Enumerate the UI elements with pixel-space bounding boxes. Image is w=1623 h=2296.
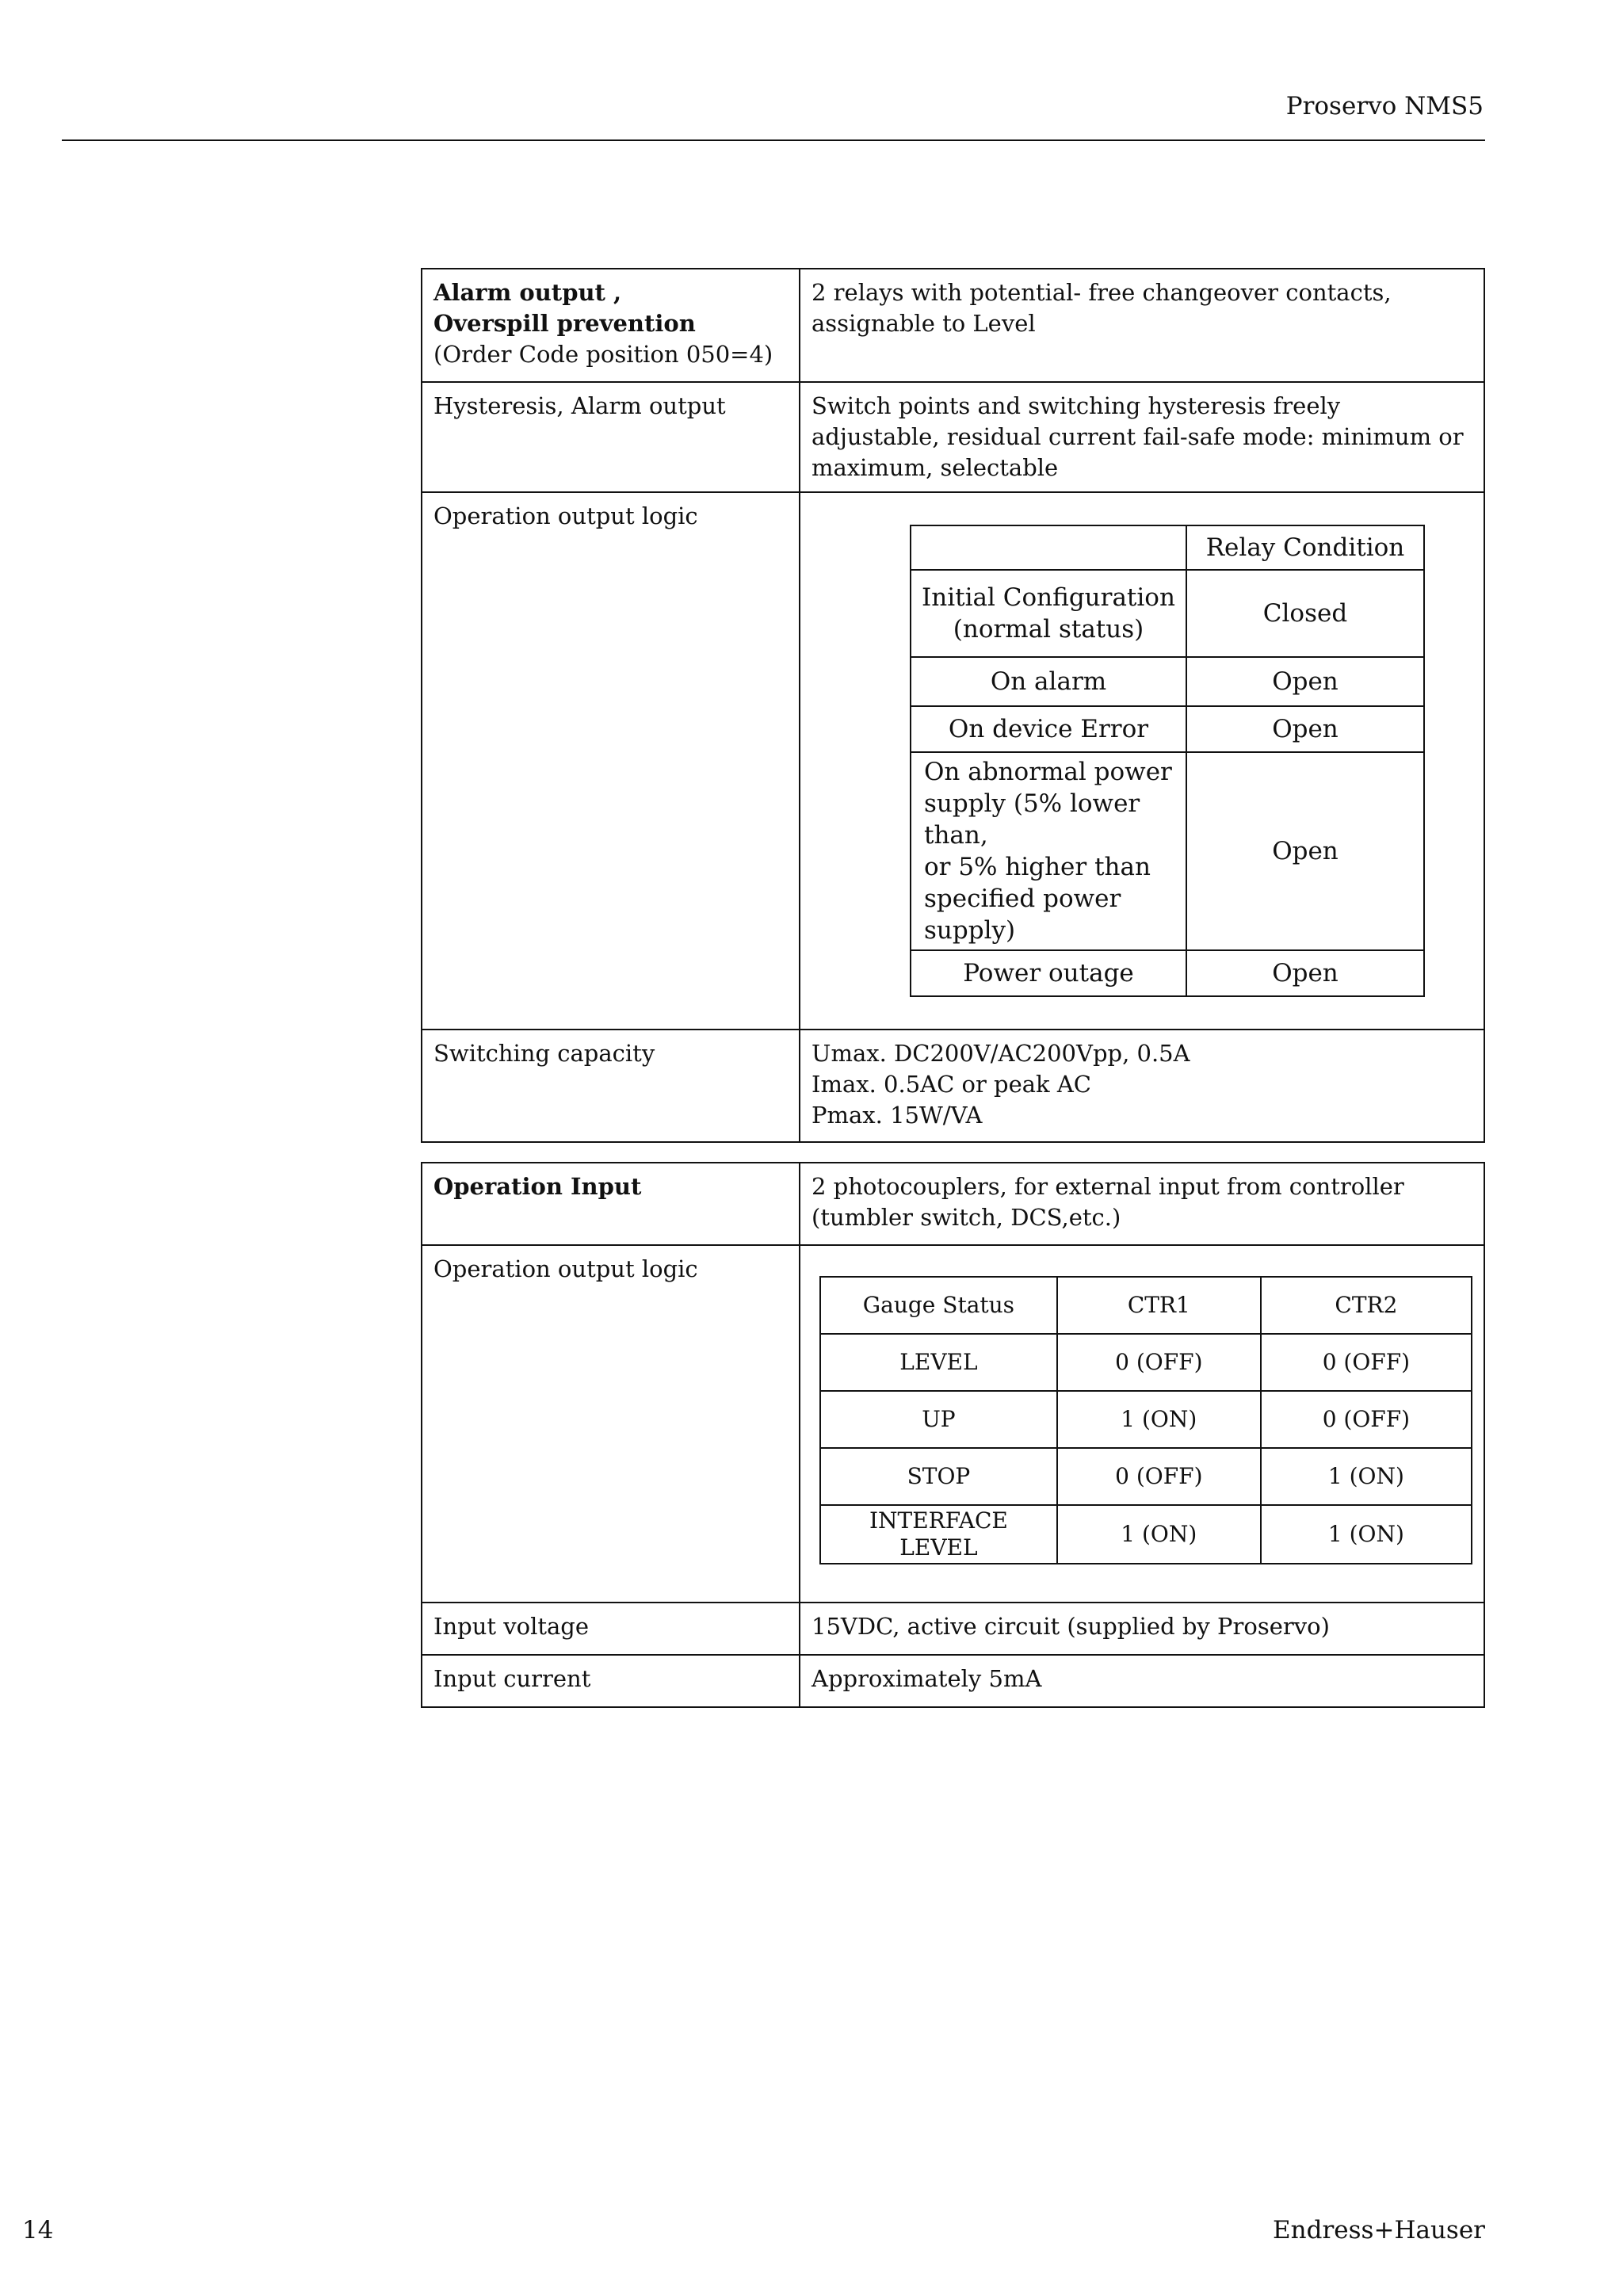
table-row — [422, 382, 1484, 492]
relay-state: Open — [1186, 706, 1424, 752]
table-row — [422, 269, 1484, 382]
ctr1-value: 0 (OFF) — [1057, 1334, 1261, 1391]
table-row — [911, 950, 1424, 996]
input-voltage-value: 15VDC, active circuit (supplied by Proservo) — [800, 1603, 1484, 1655]
input-current-label: Input current — [422, 1655, 800, 1707]
table-row — [820, 1334, 1472, 1391]
gauge-status — [820, 1505, 1057, 1564]
alarm-output-value: 2 relays with potential- free changeover contacts, assignable to Level — [800, 269, 1484, 382]
ctr2-header: CTR2 — [1261, 1277, 1472, 1334]
gauge-status-header: Gauge Status — [820, 1277, 1057, 1334]
table-row — [422, 1163, 1484, 1245]
table-row — [911, 657, 1424, 706]
ctr1-value: 0 (OFF) — [1057, 1448, 1261, 1505]
brand-name: Endress+Hauser — [1273, 2216, 1485, 2244]
switching-capacity-label: Switching capacity — [422, 1030, 800, 1142]
relay-condition-text: Initial Configuration — [922, 583, 1175, 612]
table-row — [911, 525, 1424, 570]
gauge-status-table — [819, 1276, 1472, 1564]
relay-state: Open — [1186, 657, 1424, 706]
table-row — [820, 1448, 1472, 1505]
operation-input-heading: Operation Input — [433, 1173, 642, 1200]
relay-condition-label: On alarm — [911, 657, 1186, 706]
ctr2-value: 0 (OFF) — [1261, 1391, 1472, 1448]
relay-condition-text: On abnormal power — [924, 758, 1172, 786]
ctr1-header: CTR1 — [1057, 1277, 1261, 1334]
operation-output-logic-label: Operation output logic — [422, 492, 800, 1030]
table-row — [820, 1277, 1472, 1334]
table-row — [422, 1245, 1484, 1603]
relay-condition-text: supply (5% lower than, — [924, 789, 1140, 850]
input-current-value: Approximately 5mA — [800, 1655, 1484, 1707]
relay-condition-text: (normal status) — [953, 615, 1144, 644]
table-row — [820, 1391, 1472, 1448]
relay-logic-cell — [800, 492, 1484, 1030]
switching-capacity-line: Pmax. 15W/VA — [812, 1102, 983, 1129]
table-row — [911, 706, 1424, 752]
gauge-status: LEVEL — [820, 1334, 1057, 1391]
table-row — [422, 1603, 1484, 1655]
table-row — [422, 1030, 1484, 1142]
alarm-output-heading: Alarm output , — [433, 279, 622, 306]
gauge-logic-cell — [800, 1245, 1484, 1603]
ctr2-value: 0 (OFF) — [1261, 1334, 1472, 1391]
document-header-title: Proservo NMS5 — [1285, 92, 1484, 120]
relay-condition-text: or 5% higher than — [924, 853, 1151, 881]
relay-state: Open — [1186, 950, 1424, 996]
operation-input-table — [421, 1162, 1485, 1708]
operation-input-value: 2 photocouplers, for external input from controller (tumbler switch, DCS,etc.) — [800, 1163, 1484, 1245]
header-divider — [62, 139, 1485, 141]
relay-condition-label — [911, 752, 1186, 950]
relay-condition-header: Relay Condition — [1186, 525, 1424, 570]
switching-capacity-value — [800, 1030, 1484, 1142]
relay-state: Open — [1186, 752, 1424, 950]
relay-condition-text: specified power supply) — [924, 884, 1121, 945]
table-row — [422, 1655, 1484, 1707]
ctr1-value: 1 (ON) — [1057, 1505, 1261, 1564]
hysteresis-value: Switch points and switching hysteresis freely adjustable, residual current fail-safe mode: minimum or maximum, selectable — [800, 382, 1484, 492]
table-row — [911, 570, 1424, 657]
relay-header-empty — [911, 525, 1186, 570]
relay-condition-label: Power outage — [911, 950, 1186, 996]
operation-output-logic-label: Operation output logic — [422, 1245, 800, 1603]
order-code-note: (Order Code position 050=4) — [433, 341, 773, 368]
gauge-status-text: INTERFACE — [869, 1507, 1008, 1534]
table-row — [820, 1505, 1472, 1564]
alarm-output-label-cell — [422, 269, 800, 382]
ctr2-value: 1 (ON) — [1261, 1505, 1472, 1564]
gauge-status-text: LEVEL — [899, 1534, 978, 1561]
table-row — [911, 752, 1424, 950]
input-voltage-label: Input voltage — [422, 1603, 800, 1655]
overspill-heading: Overspill prevention — [433, 310, 696, 337]
relay-state: Closed — [1186, 570, 1424, 657]
operation-input-label-cell — [422, 1163, 800, 1245]
table-row — [422, 492, 1484, 1030]
relay-spec-table — [421, 268, 1485, 1143]
switching-capacity-line: Imax. 0.5AC or peak AC — [812, 1071, 1091, 1098]
switching-capacity-line: Umax. DC200V/AC200Vpp, 0.5A — [812, 1040, 1190, 1067]
relay-condition-table — [910, 525, 1425, 997]
relay-condition-label: On device Error — [911, 706, 1186, 752]
ctr2-value: 1 (ON) — [1261, 1448, 1472, 1505]
ctr1-value: 1 (ON) — [1057, 1391, 1261, 1448]
relay-condition-label — [911, 570, 1186, 657]
hysteresis-label: Hysteresis, Alarm output — [422, 382, 800, 492]
gauge-status: STOP — [820, 1448, 1057, 1505]
gauge-status: UP — [820, 1391, 1057, 1448]
page-number: 14 — [22, 2216, 54, 2244]
